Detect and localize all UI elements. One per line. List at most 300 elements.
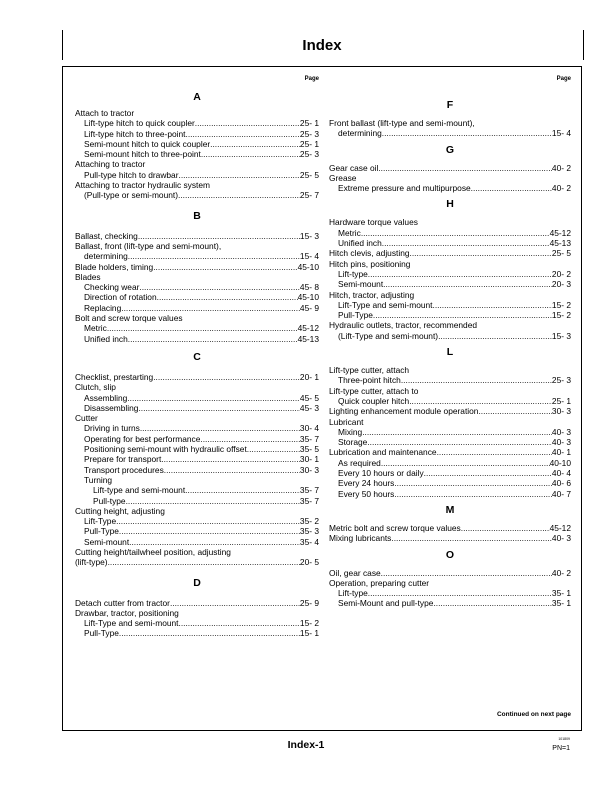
index-entry bbox=[75, 618, 319, 628]
entry-page: 20- 3 bbox=[551, 279, 571, 290]
entry-page: 40- 4 bbox=[551, 468, 571, 479]
index-entry bbox=[75, 190, 319, 200]
entry-page: 25- 1 bbox=[299, 118, 319, 129]
entry-page: 40- 2 bbox=[551, 183, 571, 194]
index-entry bbox=[75, 180, 319, 190]
index-entry bbox=[329, 310, 571, 320]
index-entry bbox=[75, 292, 319, 302]
dot-leader bbox=[362, 427, 552, 437]
index-entry bbox=[75, 537, 319, 547]
section-letter: O bbox=[445, 548, 455, 561]
entry-page: 35- 5 bbox=[299, 444, 319, 455]
index-entry bbox=[75, 139, 319, 149]
index-entry bbox=[75, 334, 319, 344]
entry-text: Disassembling bbox=[84, 402, 139, 413]
dot-leader bbox=[409, 396, 552, 406]
dot-leader bbox=[424, 468, 552, 478]
entry-page: 35- 7 bbox=[299, 495, 319, 506]
footer-page-label: Index-1 bbox=[287, 739, 325, 751]
entry-text: Pull-Type bbox=[84, 628, 119, 639]
index-entry bbox=[75, 231, 319, 241]
entry-page: 35- 1 bbox=[551, 598, 571, 609]
spacer bbox=[329, 357, 571, 365]
index-entry bbox=[75, 444, 319, 454]
index-entry bbox=[75, 272, 319, 282]
entry-page: 25- 9 bbox=[299, 597, 319, 608]
entry-text: Hardware torque values bbox=[329, 217, 418, 228]
index-entry bbox=[75, 485, 319, 495]
entry-page: 45- 9 bbox=[299, 302, 319, 313]
dot-leader bbox=[382, 128, 552, 138]
index-entry bbox=[75, 149, 319, 159]
entry-text: Cutting height/tailwheel position, adjusting bbox=[75, 546, 231, 557]
entry-text: Metric bbox=[338, 227, 361, 238]
entry-text: Ballast, checking bbox=[75, 230, 138, 241]
entry-text: Mixing bbox=[338, 426, 363, 437]
entry-text: Unified inch bbox=[84, 333, 128, 344]
dot-leader bbox=[128, 251, 300, 261]
dot-leader bbox=[116, 516, 300, 526]
spacer bbox=[329, 515, 571, 523]
dot-leader bbox=[368, 269, 552, 279]
entry-text: Detach cutter from tractor bbox=[75, 597, 170, 608]
dot-leader bbox=[119, 628, 300, 638]
entry-text: Operation, preparing cutter bbox=[329, 577, 430, 588]
entry-text: Metric bolt and screw torque values bbox=[329, 522, 461, 533]
entry-page: 20- 2 bbox=[551, 268, 571, 279]
dot-leader bbox=[247, 444, 300, 454]
entry-page: 45- 3 bbox=[299, 402, 319, 413]
section-letter: M bbox=[445, 503, 455, 516]
entry-text: Driving in turns bbox=[84, 423, 140, 434]
index-entry bbox=[75, 313, 319, 323]
entry-page: 40- 3 bbox=[551, 426, 571, 437]
section-letter: G bbox=[445, 143, 455, 156]
entry-text: Hydraulic outlets, tractor, recommended bbox=[329, 320, 478, 331]
entry-text: Lift-Type and semi-mount bbox=[84, 618, 179, 629]
entry-page: 45-12 bbox=[297, 323, 319, 334]
entry-page: 40- 3 bbox=[551, 533, 571, 544]
section-letter: L bbox=[446, 346, 454, 359]
index-entry bbox=[329, 588, 571, 598]
spacer bbox=[75, 362, 319, 372]
index-entry bbox=[329, 320, 571, 330]
entry-text: Semi-mount hitch to quick coupler bbox=[84, 138, 211, 149]
index-entry bbox=[75, 608, 319, 618]
entry-text: Pull-type bbox=[93, 495, 126, 506]
entry-text: Hitch clevis, adjusting bbox=[329, 248, 410, 259]
dot-leader bbox=[129, 537, 300, 547]
entry-page: 30- 3 bbox=[299, 464, 319, 475]
entry-page: 15- 4 bbox=[551, 128, 571, 139]
entry-text: Lift-type cutter, attach bbox=[329, 365, 410, 376]
entry-text: Metric bbox=[84, 323, 107, 334]
entry-page: 35- 4 bbox=[299, 536, 319, 547]
entry-text: Assembling bbox=[84, 392, 128, 403]
entry-text: Lift-type hitch to quick coupler bbox=[84, 118, 195, 129]
dot-leader bbox=[127, 393, 300, 403]
page-column-header: Page bbox=[556, 76, 571, 82]
entry-text: Oil, gear case bbox=[329, 567, 381, 578]
spacer bbox=[329, 560, 571, 568]
index-entry bbox=[75, 118, 319, 128]
dot-leader bbox=[478, 406, 551, 416]
index-entry bbox=[75, 526, 319, 536]
dot-leader bbox=[437, 447, 552, 457]
dot-leader bbox=[433, 300, 552, 310]
dot-leader bbox=[157, 292, 298, 302]
dot-leader bbox=[361, 228, 550, 238]
index-entry bbox=[329, 458, 571, 468]
section-letter: D bbox=[193, 576, 201, 589]
index-entry bbox=[75, 241, 319, 251]
entry-page: 45-10 bbox=[297, 261, 319, 272]
dot-leader bbox=[373, 310, 552, 320]
index-entry bbox=[75, 303, 319, 313]
entry-text: Cutter bbox=[75, 413, 98, 424]
right-column bbox=[329, 74, 571, 609]
entry-text: Pull-Type bbox=[338, 310, 373, 321]
spacer bbox=[75, 221, 319, 231]
index-entry bbox=[329, 417, 571, 427]
entry-text: Replacing bbox=[84, 302, 122, 313]
dot-leader bbox=[461, 523, 550, 533]
entry-text: Direction of rotation bbox=[84, 292, 157, 303]
index-entry bbox=[75, 108, 319, 118]
dot-leader bbox=[210, 139, 300, 149]
index-entry bbox=[329, 386, 571, 396]
index-entry bbox=[329, 447, 571, 457]
entry-text: Lift-type and semi-mount bbox=[93, 485, 186, 496]
dot-leader bbox=[128, 334, 298, 344]
index-entry bbox=[329, 290, 571, 300]
entry-page: 45- 5 bbox=[299, 392, 319, 403]
index-entry bbox=[75, 496, 319, 506]
index-entry bbox=[75, 403, 319, 413]
entry-text: Semi-mount hitch to three-point bbox=[84, 149, 201, 160]
index-entry bbox=[329, 248, 571, 258]
entry-page: 25- 3 bbox=[299, 128, 319, 139]
entry-text: Grease bbox=[329, 172, 357, 183]
spacer bbox=[329, 155, 571, 163]
index-entry bbox=[75, 557, 319, 567]
dot-leader bbox=[186, 129, 300, 139]
footer-pn: PN=1 bbox=[552, 745, 570, 752]
entry-text: Lift-type cutter, attach to bbox=[329, 385, 419, 396]
spacer bbox=[329, 84, 571, 100]
footer-code: 101809 bbox=[558, 737, 570, 741]
dot-leader bbox=[179, 170, 300, 180]
entry-page: 15- 2 bbox=[551, 299, 571, 310]
entry-page: 25- 7 bbox=[299, 190, 319, 201]
index-entry bbox=[329, 533, 571, 543]
dot-leader bbox=[471, 183, 552, 193]
entry-text: (Lift-Type and semi-mount) bbox=[338, 330, 439, 341]
continued-note: Continued on next page bbox=[496, 711, 571, 718]
spacer bbox=[75, 588, 319, 598]
entry-text: Cutting height, adjusting bbox=[75, 505, 165, 516]
entry-text: Lighting enhancement module operation bbox=[329, 406, 479, 417]
entry-page: 45- 8 bbox=[299, 282, 319, 293]
entry-text: Lift-type hitch to three-point bbox=[84, 128, 186, 139]
index-entry bbox=[75, 598, 319, 608]
index-entry bbox=[75, 251, 319, 261]
entry-text: Lift-type bbox=[338, 588, 368, 599]
index-entry bbox=[329, 437, 571, 447]
index-entry bbox=[75, 547, 319, 557]
dot-leader bbox=[126, 496, 300, 506]
dot-leader bbox=[401, 375, 552, 385]
entry-page: 40- 6 bbox=[551, 478, 571, 489]
entry-text: Every 50 hours bbox=[338, 488, 395, 499]
entry-text: Semi-mount bbox=[338, 279, 384, 290]
index-entry bbox=[75, 423, 319, 433]
entry-page: 40- 2 bbox=[551, 567, 571, 578]
entry-page: 45-10 bbox=[297, 292, 319, 303]
section-letter: A bbox=[193, 91, 201, 103]
entry-text: (Pull-type or semi-mount) bbox=[84, 190, 179, 201]
entry-text: Attaching to tractor bbox=[75, 159, 146, 170]
index-entry bbox=[329, 478, 571, 488]
dot-leader bbox=[170, 598, 300, 608]
entry-text: Pull-type hitch to drawbar bbox=[84, 169, 179, 180]
entry-text: Attach to tractor bbox=[75, 108, 135, 118]
entry-page: 25- 3 bbox=[551, 375, 571, 386]
dot-leader bbox=[383, 279, 552, 289]
dot-leader bbox=[140, 423, 300, 433]
entry-page: 15- 4 bbox=[299, 251, 319, 262]
index-entry bbox=[329, 269, 571, 279]
index-entry bbox=[329, 427, 571, 437]
index-entry bbox=[329, 523, 571, 533]
index-entry bbox=[329, 118, 571, 128]
entry-text: Hitch, tractor, adjusting bbox=[329, 289, 415, 300]
index-entry bbox=[329, 228, 571, 238]
dot-leader bbox=[195, 118, 300, 128]
index-entry bbox=[329, 128, 571, 138]
entry-text: Semi-Mount and pull-type bbox=[338, 598, 434, 609]
index-entry bbox=[75, 434, 319, 444]
entry-page: 15- 1 bbox=[299, 628, 319, 639]
index-entry bbox=[75, 454, 319, 464]
entry-text: Checklist, prestarting bbox=[75, 371, 154, 382]
entry-text: Bolt and screw torque values bbox=[75, 313, 183, 324]
section-letter: C bbox=[193, 350, 201, 363]
entry-text: Lift-type bbox=[338, 268, 368, 279]
entry-text: Transport procedures bbox=[84, 464, 164, 475]
dot-leader bbox=[438, 331, 552, 341]
entry-page: 30- 4 bbox=[299, 423, 319, 434]
entry-text: Unified inch bbox=[338, 238, 382, 249]
entry-text: Lift-Type bbox=[84, 516, 117, 527]
entry-page: 35- 3 bbox=[299, 526, 319, 537]
entry-page: 45-13 bbox=[549, 238, 571, 249]
entry-text: Lubricant bbox=[329, 416, 364, 427]
index-entry bbox=[75, 413, 319, 423]
entry-page: 40- 1 bbox=[551, 447, 571, 458]
entry-page: 35- 7 bbox=[299, 485, 319, 496]
entry-text: Pull-Type bbox=[84, 526, 119, 537]
dot-leader bbox=[200, 434, 300, 444]
index-entry bbox=[329, 375, 571, 385]
entry-text: Front ballast (lift-type and semi-mount), bbox=[329, 118, 475, 128]
index-entry bbox=[329, 163, 571, 173]
dot-leader bbox=[153, 262, 297, 272]
entry-page: 45-13 bbox=[297, 333, 319, 344]
index-entry bbox=[75, 506, 319, 516]
dot-leader bbox=[201, 149, 300, 159]
index-entry bbox=[75, 372, 319, 382]
entry-page: 45-12 bbox=[549, 227, 571, 238]
index-entry bbox=[75, 159, 319, 169]
index-entry bbox=[75, 628, 319, 638]
entry-page: 25- 5 bbox=[551, 248, 571, 259]
section-letter: F bbox=[446, 99, 454, 111]
index-entry bbox=[75, 262, 319, 272]
index-entry bbox=[329, 300, 571, 310]
dot-leader bbox=[382, 238, 550, 248]
entry-text: Turning bbox=[84, 474, 113, 485]
entry-text: Blade holders, timing bbox=[75, 261, 154, 272]
index-entry bbox=[329, 568, 571, 578]
entry-page: 15- 3 bbox=[299, 230, 319, 241]
entry-page: 20- 5 bbox=[299, 557, 319, 568]
entry-text: Quick coupler hitch bbox=[338, 395, 410, 406]
index-entry bbox=[75, 282, 319, 292]
dot-leader bbox=[178, 190, 300, 200]
entry-page: 35- 2 bbox=[299, 516, 319, 527]
index-entry bbox=[329, 598, 571, 608]
dot-leader bbox=[161, 454, 300, 464]
dot-leader bbox=[394, 489, 552, 499]
entry-text: Lubrication and maintenance bbox=[329, 447, 437, 458]
dot-leader bbox=[368, 588, 552, 598]
index-entry bbox=[329, 279, 571, 289]
entry-text: Every 24 hours bbox=[338, 478, 395, 489]
entry-page: 25- 3 bbox=[299, 149, 319, 160]
dot-leader bbox=[367, 437, 552, 447]
index-entry bbox=[329, 259, 571, 269]
index-entry bbox=[329, 183, 571, 193]
dot-leader bbox=[185, 485, 300, 495]
entry-page: 30- 1 bbox=[299, 454, 319, 465]
dot-leader bbox=[433, 598, 551, 608]
entry-text: Mixing lubricants bbox=[329, 533, 392, 544]
entry-page: 25- 1 bbox=[299, 138, 319, 149]
dot-leader bbox=[378, 163, 552, 173]
entry-text: Checking wear bbox=[84, 282, 140, 293]
index-entry bbox=[329, 173, 571, 183]
entry-page: 15- 2 bbox=[551, 310, 571, 321]
entry-page: 25- 1 bbox=[551, 395, 571, 406]
entry-page: 40-10 bbox=[549, 457, 571, 468]
entry-text: Operating for best performance bbox=[84, 433, 201, 444]
index-entry bbox=[75, 382, 319, 392]
index-entry bbox=[329, 365, 571, 375]
index-entry bbox=[75, 516, 319, 526]
dot-leader bbox=[119, 526, 300, 536]
entry-text: Hitch pins, positioning bbox=[329, 258, 411, 269]
entry-text: (lift-type) bbox=[75, 557, 108, 568]
dot-leader bbox=[394, 478, 552, 488]
entry-page: 15- 2 bbox=[299, 618, 319, 629]
entry-text: Clutch, slip bbox=[75, 382, 116, 393]
index-entry bbox=[75, 465, 319, 475]
dot-leader bbox=[381, 458, 550, 468]
entry-page: 20- 1 bbox=[299, 371, 319, 382]
dot-leader bbox=[164, 465, 300, 475]
page-column-header: Page bbox=[304, 76, 319, 82]
entry-page: 40- 2 bbox=[551, 162, 571, 173]
index-entry bbox=[75, 323, 319, 333]
index-entry bbox=[329, 396, 571, 406]
index-entry bbox=[329, 468, 571, 478]
entry-text: As required bbox=[338, 457, 381, 468]
dot-leader bbox=[391, 533, 552, 543]
entry-page: 40- 7 bbox=[551, 488, 571, 499]
dot-leader bbox=[381, 568, 552, 578]
entry-text: determining bbox=[338, 128, 382, 139]
entry-page: 35- 7 bbox=[299, 433, 319, 444]
entry-page: 15- 3 bbox=[551, 330, 571, 341]
index-entry bbox=[75, 475, 319, 485]
index-entry bbox=[329, 217, 571, 227]
spacer bbox=[329, 209, 571, 217]
section-letter: B bbox=[193, 209, 201, 222]
page-title: Index bbox=[302, 37, 342, 54]
dot-leader bbox=[138, 403, 299, 413]
dot-leader bbox=[179, 618, 300, 628]
entry-page: 30- 3 bbox=[551, 406, 571, 417]
section-letter: H bbox=[446, 198, 454, 211]
index-entry bbox=[329, 578, 571, 588]
index-entry bbox=[329, 406, 571, 416]
entry-text: Gear case oil bbox=[329, 162, 379, 173]
dot-leader bbox=[108, 557, 300, 567]
entry-text: Positioning semi-mount with hydraulic offset bbox=[84, 444, 247, 455]
index-entry bbox=[329, 331, 571, 341]
entry-page: 40- 3 bbox=[551, 437, 571, 448]
index-entry bbox=[329, 489, 571, 499]
entry-text: determining bbox=[84, 251, 128, 262]
entry-text: Prepare for transport bbox=[84, 454, 162, 465]
index-entry bbox=[75, 393, 319, 403]
entry-page: 25- 5 bbox=[299, 169, 319, 180]
entry-page: 45-12 bbox=[549, 522, 571, 533]
spacer bbox=[329, 110, 571, 118]
index-entry bbox=[75, 170, 319, 180]
dot-leader bbox=[121, 303, 300, 313]
index-entry bbox=[329, 238, 571, 248]
entry-text: Every 10 hours or daily bbox=[338, 468, 424, 479]
dot-leader bbox=[410, 248, 552, 258]
dot-leader bbox=[107, 323, 298, 333]
entry-text: Lift-Type and semi-mount bbox=[338, 299, 433, 310]
dot-leader bbox=[139, 282, 300, 292]
entry-text: Storage bbox=[338, 437, 368, 448]
entry-text: Semi-mount bbox=[84, 536, 130, 547]
entry-text: Three-point hitch bbox=[338, 375, 401, 386]
entry-text: Extreme pressure and multipurpose bbox=[338, 183, 471, 194]
dot-leader bbox=[153, 372, 300, 382]
index-entry bbox=[75, 129, 319, 139]
entry-text: Drawbar, tractor, positioning bbox=[75, 607, 179, 618]
entry-page: 35- 1 bbox=[551, 588, 571, 599]
entry-text: Attaching to tractor hydraulic system bbox=[75, 180, 210, 191]
entry-text: Ballast, front (lift-type and semi-mount), bbox=[75, 240, 222, 251]
entry-text: Blades bbox=[75, 271, 101, 282]
dot-leader bbox=[138, 231, 300, 241]
